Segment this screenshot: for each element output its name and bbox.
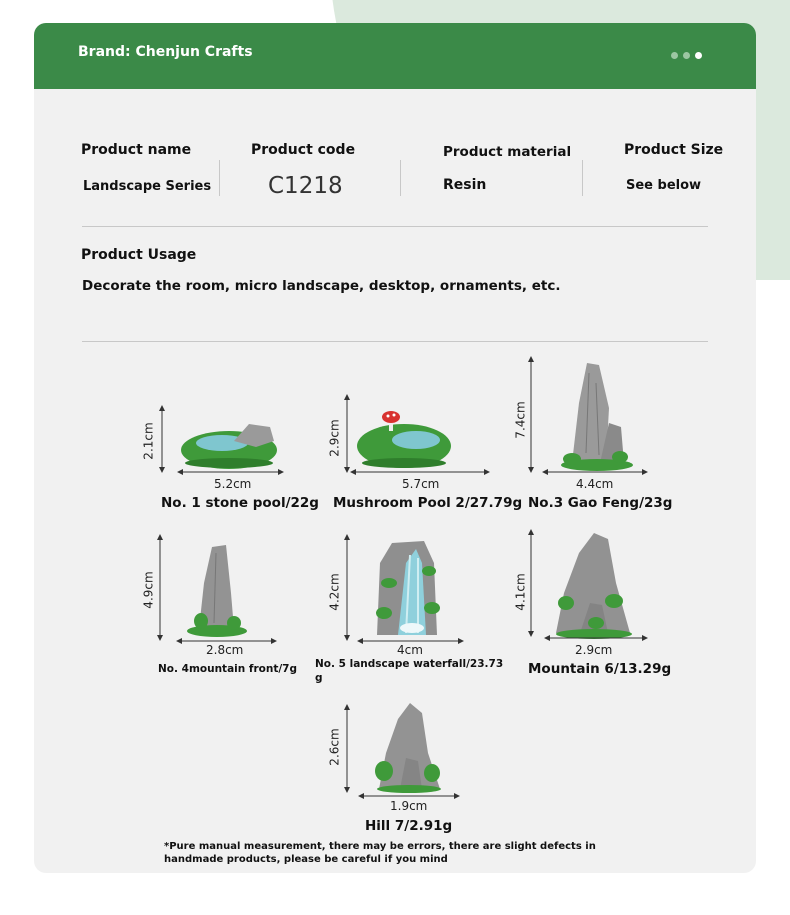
product-size-label: Product Size — [624, 142, 724, 158]
height-dimension: 4.1cm — [513, 573, 528, 611]
height-dimension: 4.9cm — [141, 571, 156, 609]
width-dimension: 4cm — [397, 643, 423, 657]
brand-label: Brand: Chenjun Crafts — [78, 44, 253, 60]
product-name: Mountain 6/13.29g — [528, 661, 672, 677]
product-code-value: C1218 — [268, 173, 343, 199]
product-name-value: Landscape Series — [83, 179, 212, 194]
product-name: Mushroom Pool 2/27.79g — [333, 495, 523, 511]
product-name: No.3 Gao Feng/23g — [528, 495, 673, 511]
width-dimension: 2.8cm — [206, 643, 244, 657]
product-7-illustration — [34, 23, 756, 873]
product-info-card — [34, 23, 756, 873]
product-name: Hill 7/2.91g — [365, 818, 453, 834]
product-size-value: See below — [626, 178, 702, 193]
width-dimension: 2.9cm — [575, 643, 613, 657]
width-dimension: 4.4cm — [576, 477, 614, 491]
height-dimension: 2.1cm — [141, 422, 156, 460]
width-dimension: 1.9cm — [390, 799, 428, 813]
product-code-label: Product code — [251, 142, 356, 158]
product-material-value: Resin — [443, 177, 487, 193]
height-dimension: 7.4cm — [513, 401, 528, 439]
height-dimension: 4.2cm — [327, 573, 342, 611]
width-dimension: 5.2cm — [214, 477, 252, 491]
product-name: No. 1 stone pool/22g — [161, 495, 319, 511]
width-dimension: 5.7cm — [402, 477, 440, 491]
product-material-label: Product material — [443, 144, 572, 160]
height-dimension: 2.9cm — [327, 419, 342, 457]
product-name: No. 4mountain front/7g — [158, 663, 298, 675]
measurement-note: *Pure manual measurement, there may be errors, there are slight defects in handmade products, please be careful if you mind — [164, 841, 596, 865]
height-dimension: 2.6cm — [327, 728, 342, 766]
usage-text: Decorate the room, micro landscape, desktop, ornaments, etc. — [82, 278, 561, 294]
usage-label: Product Usage — [81, 247, 197, 263]
product-name-label: Product name — [81, 142, 192, 158]
product-name: No. 5 landscape waterfall/23.73 g — [315, 658, 504, 684]
